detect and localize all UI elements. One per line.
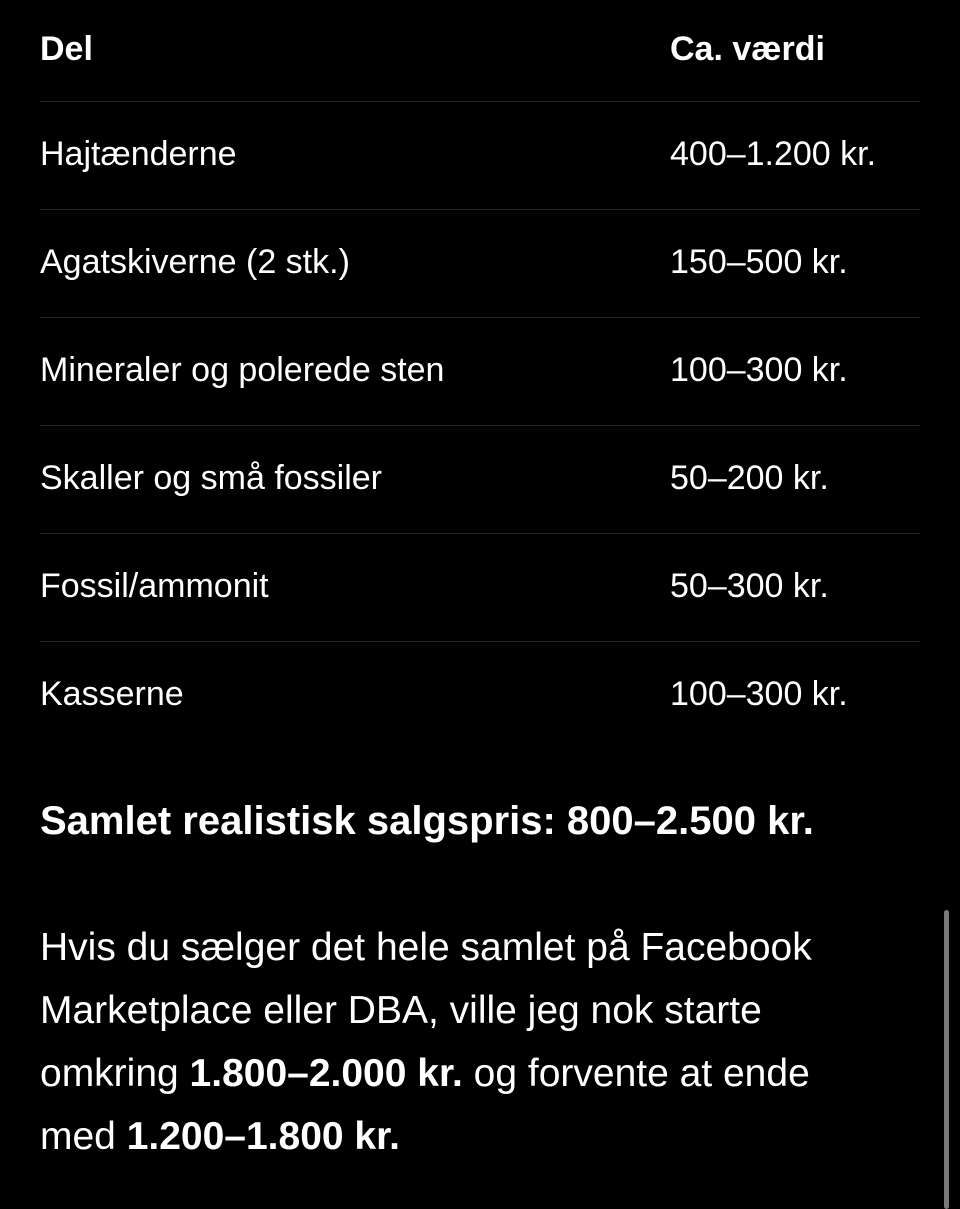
table-row	[40, 210, 920, 318]
advice-text: med	[40, 1115, 127, 1158]
end-price-emphasis: 1.200–1.800 kr.	[126, 1115, 400, 1158]
row-value: 100–300 kr.	[670, 351, 848, 389]
row-part-label: Agatskiverne (2 stk.)	[40, 243, 350, 281]
advice-text: omkring	[40, 1052, 190, 1095]
start-price-emphasis: 1.800–2.000 kr.	[189, 1052, 463, 1095]
table-row	[40, 534, 920, 642]
table-header-row	[40, 0, 920, 102]
advice-line	[40, 1105, 920, 1168]
row-value: 50–200 kr.	[670, 459, 829, 497]
table-row	[40, 318, 920, 426]
row-part-label: Mineraler og polerede sten	[40, 351, 445, 389]
row-part-label: Skaller og små fossiler	[40, 459, 383, 497]
row-value: 50–300 kr.	[670, 567, 829, 605]
total-price-summary: Samlet realistisk salgspris: 800–2.500 kr.	[40, 799, 814, 843]
advice-line: Hvis du sælger det hele samlet på Facebook	[40, 926, 812, 969]
row-part-label: Kasserne	[40, 675, 184, 713]
advice-line	[40, 1042, 920, 1105]
table-row	[40, 102, 920, 210]
price-table	[40, 0, 920, 749]
table-row	[40, 426, 920, 534]
vertical-scrollbar[interactable]	[944, 910, 949, 1209]
row-value: 400–1.200 kr.	[670, 135, 877, 173]
row-part-label: Fossil/ammonit	[40, 567, 269, 605]
column-header-part: Del	[40, 30, 93, 68]
selling-advice-paragraph	[40, 916, 920, 1168]
row-value: 100–300 kr.	[670, 675, 848, 713]
advice-line: Marketplace eller DBA, ville jeg nok starte	[40, 989, 762, 1032]
row-value: 150–500 kr.	[670, 243, 848, 281]
table-row	[40, 642, 920, 749]
column-header-value: Ca. værdi	[670, 30, 825, 68]
advice-text: og forvente at ende	[462, 1052, 810, 1095]
row-part-label: Hajtænderne	[40, 135, 237, 173]
